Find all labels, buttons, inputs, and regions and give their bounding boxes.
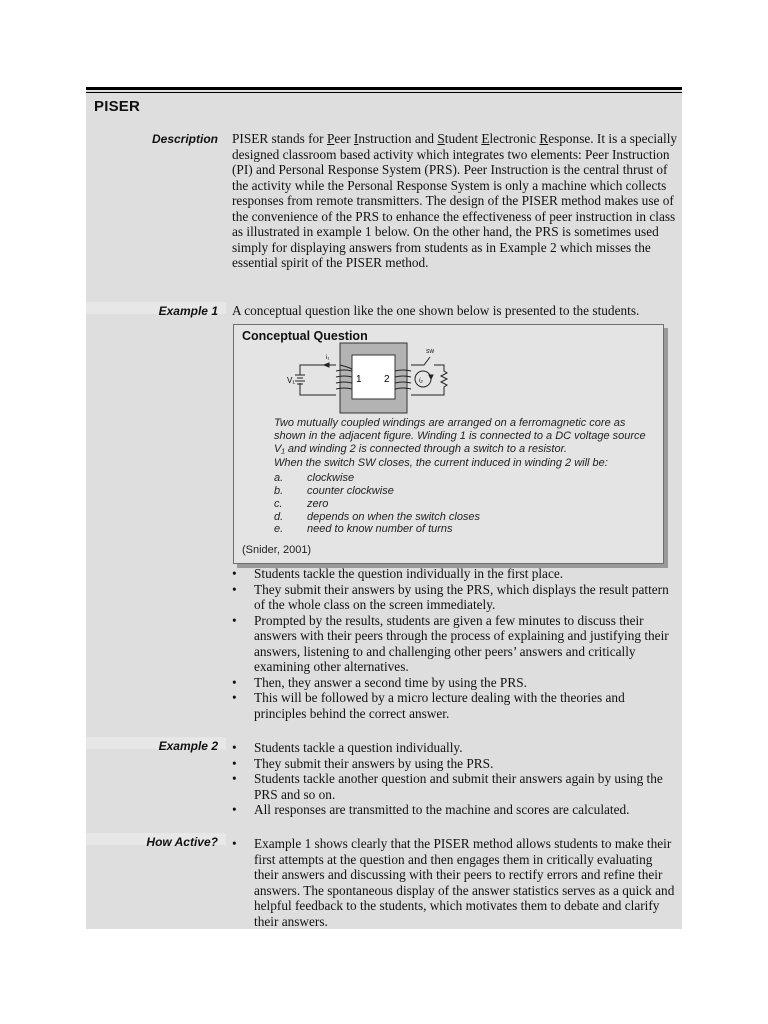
description-fragment: tudent — [444, 131, 482, 146]
i1-label: i₁ — [326, 355, 330, 361]
description-fragment: R — [539, 131, 549, 146]
description-paragraph — [232, 131, 680, 271]
option-text: counter clockwise — [307, 484, 394, 497]
document-page — [86, 87, 682, 929]
example1-intro: A conceptual question like the one shown below is presented to the students. — [232, 303, 640, 318]
description-text — [232, 131, 680, 271]
source-circuit — [295, 363, 336, 395]
description-fragment: I — [353, 131, 359, 146]
bullet-item: • Students tackle a question individually. — [228, 740, 680, 756]
example2-label: Example 2 — [158, 739, 218, 753]
option-text: depends on when the switch closes — [307, 510, 481, 523]
answer-option — [274, 485, 654, 498]
conceptual-question-box — [233, 324, 664, 564]
description-fragment: lectronic — [489, 131, 540, 146]
example1-label: Example 1 — [158, 304, 218, 318]
i2-label: i₂ — [419, 378, 423, 384]
load-circuit — [411, 357, 447, 395]
bullet-item: • This will be followed by a micro lecture dealing with the theories and principles behind the correct answer. — [228, 690, 680, 721]
question-paragraph-2: When the switch SW closes, the current induced in winding 2 will be: — [274, 457, 608, 470]
example2-bullets — [228, 740, 680, 818]
description-fragment: S — [437, 131, 445, 146]
description-fragment: eer — [334, 131, 354, 146]
description-fragment: esponse. It is a specially designed classroom based activity which integrates two elements: Peer Instruction (PI) and Personal Response System (PRS). Peer Instruction is the central thrust of the activity while the Personal Response System is only a machine which collects responses from remote transmitters. The design of the PISER method makes use of the convenience of the PRS to enhance the effectiveness of peer instruction in class as illustrated in example 1 below. On the other hand, the PRS is sometimes used simply for displaying answers from students as in Example 2 which misses the essential spirit of the PISER method. — [232, 131, 678, 270]
answer-option — [274, 498, 654, 511]
bullet-item: • Then, they answer a second time by using the PRS. — [228, 675, 680, 691]
question-box-title: Conceptual Question — [242, 329, 368, 343]
option-key: c. — [274, 497, 283, 510]
v1-label: V₁ — [287, 376, 296, 385]
option-key: e. — [274, 523, 284, 536]
bullet-item: • Prompted by the results, students are given a few minutes to discuss their answers with their peers through the process of explaining and justifying their answers, listening to and challenging other peers’ answers and critically examining other alternatives. — [228, 613, 680, 675]
page-title: PISER — [94, 98, 141, 115]
example1-bullets — [228, 566, 680, 721]
top-rule — [86, 87, 682, 90]
description-fragment: PISER stands for — [232, 131, 327, 146]
bullet-item: • All responses are transmitted to the machine and scores are calculated. — [228, 802, 680, 818]
option-text: zero — [307, 497, 329, 510]
description-fragment: E — [481, 131, 490, 146]
question-text — [274, 417, 654, 536]
option-text: need to know number of turns — [307, 523, 453, 536]
bullet-item: • They submit their answers by using the PRS. — [228, 756, 680, 772]
answer-options — [274, 472, 654, 536]
bullet-item: • Students tackle the question individually in the first place. — [228, 566, 680, 582]
option-key: a. — [274, 472, 284, 485]
answer-option — [274, 523, 654, 536]
description-label: Description — [151, 132, 218, 146]
how-active-label: How Active? — [146, 835, 218, 849]
bullet-item: • Students tackle another question and submit their answers again by using the PRS and so on. — [228, 771, 680, 802]
top-rule-thin — [86, 92, 682, 93]
option-key: d. — [274, 510, 284, 523]
citation: (Snider, 2001) — [242, 544, 312, 556]
bullet-item: • Example 1 shows clearly that the PISER method allows students to make their first attempts at the question and then engages them in critically evaluating their answers and discussing with their peers to rectify errors and refine their answers. The spontaneous display of the answer statistics serves as a quick and helpful feedback to the students, which motivates them to debate and clarify their answers. — [228, 836, 680, 929]
winding-1-label: 1 — [356, 374, 362, 385]
bullet-item: • They submit their answers by using the PRS, which displays the result pattern of the whole class on the screen immediately. — [228, 582, 680, 613]
how-active-bullets — [228, 836, 680, 929]
description-fragment: nstruction and — [358, 131, 438, 146]
winding-2-label: 2 — [384, 374, 390, 385]
sw-label: SW — [426, 349, 435, 355]
question-paragraph-1: Two mutually coupled windings are arranged on a ferromagnetic core as shown in the adjacent figure. Winding 1 is connected to a DC voltage source V₁ and winding 2 is connected through a switch to a resistor. — [274, 417, 646, 455]
answer-option — [274, 511, 654, 524]
description-fragment: P — [326, 131, 335, 146]
answer-option — [274, 472, 654, 485]
option-key: b. — [274, 484, 284, 497]
circuit-diagram — [284, 341, 454, 417]
option-text: clockwise — [307, 472, 355, 485]
